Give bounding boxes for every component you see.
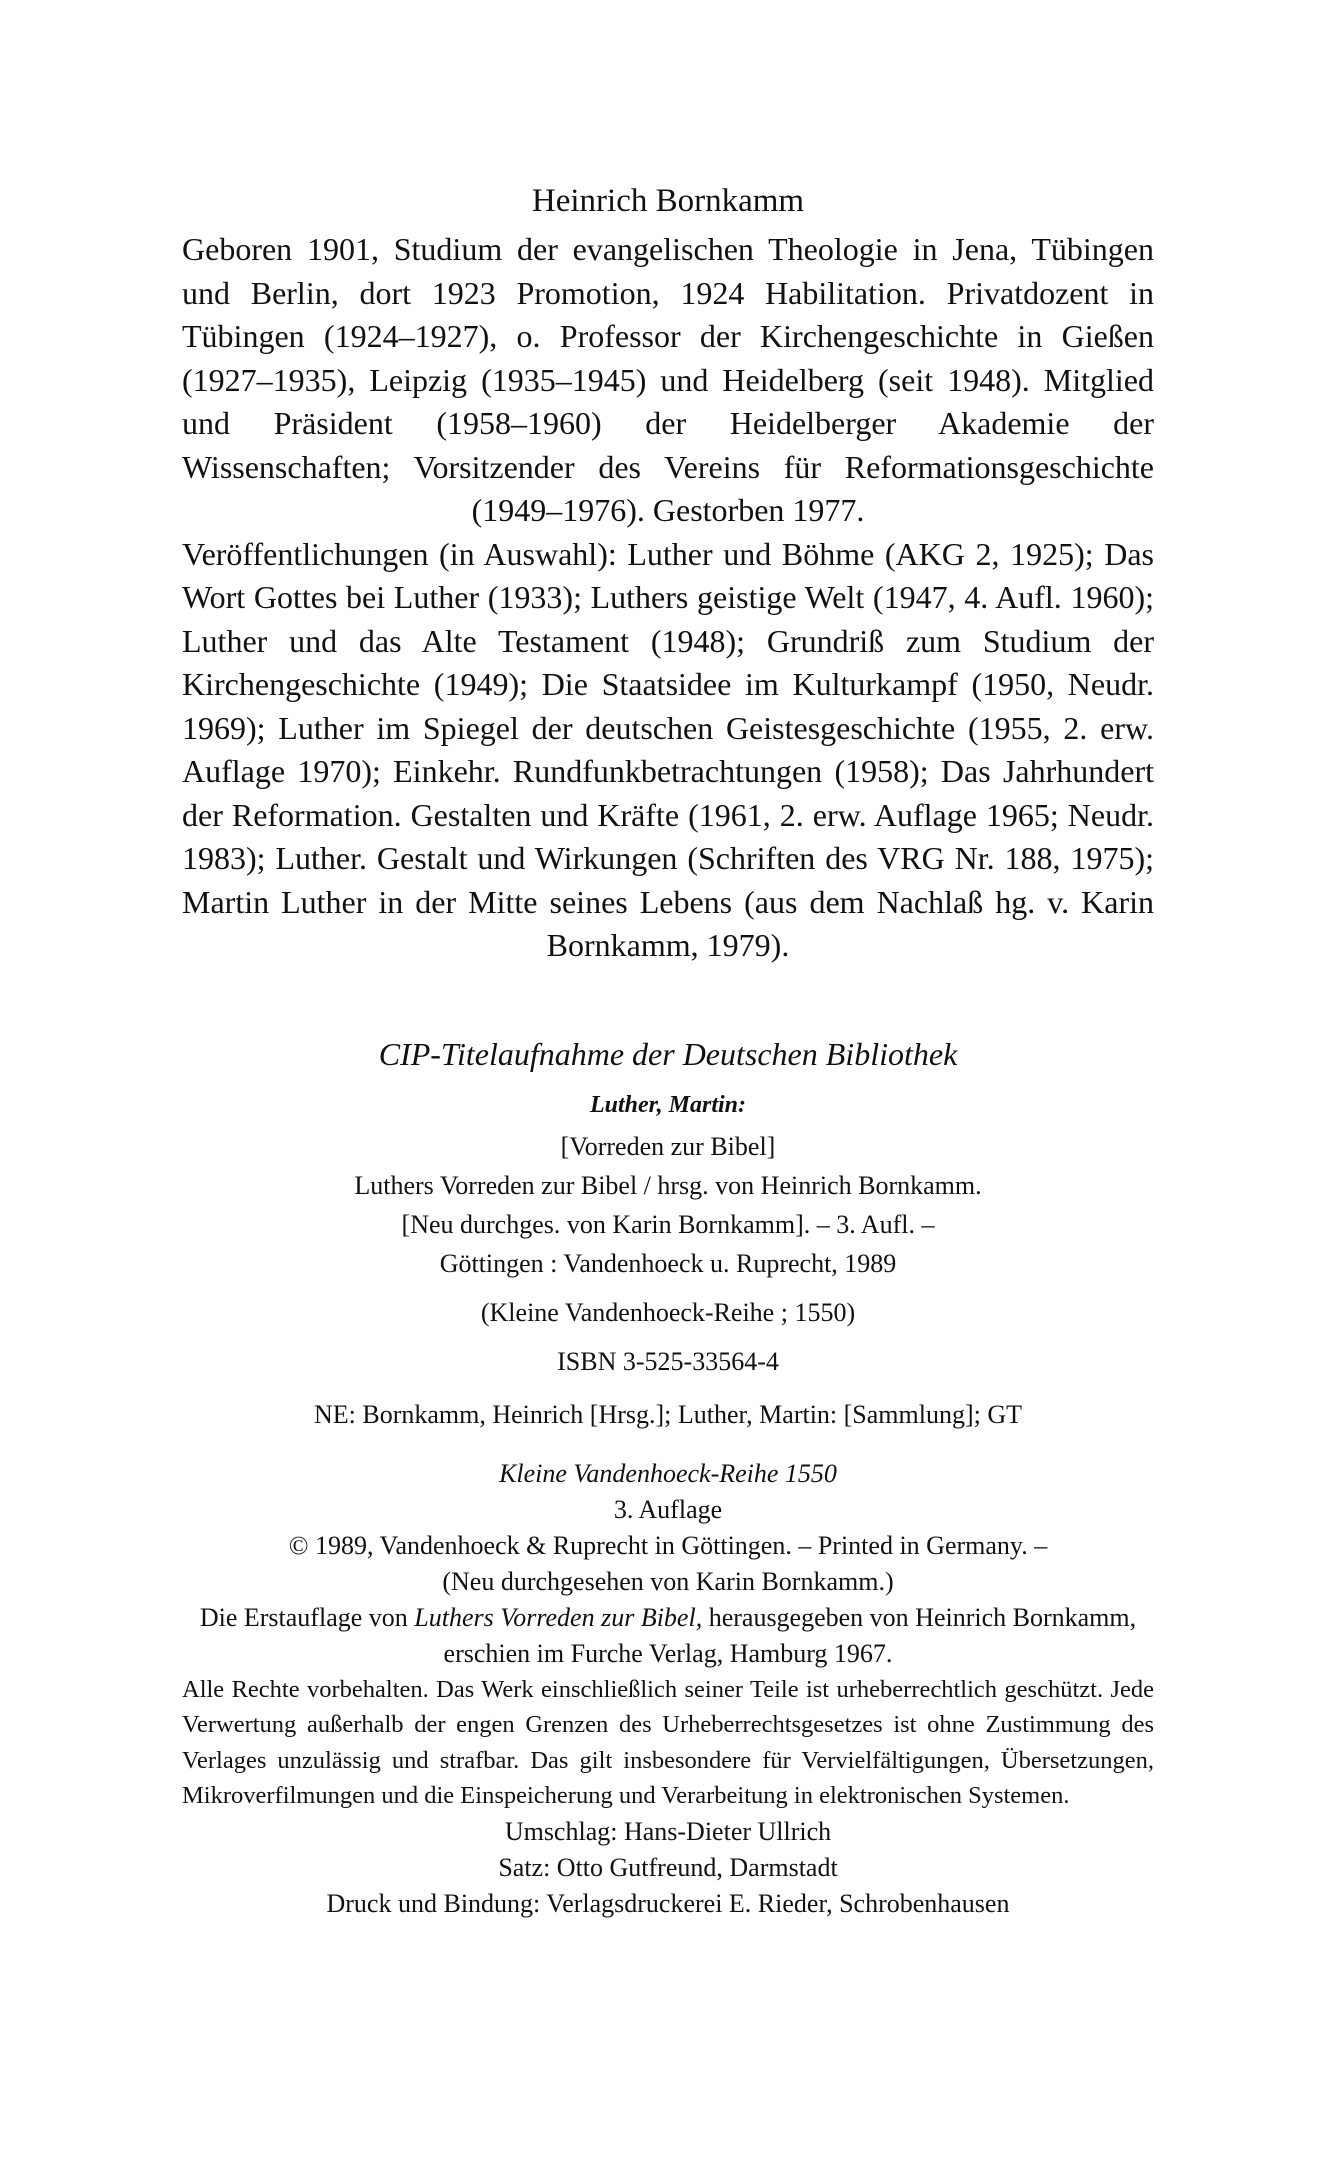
typesetting-credit: Satz: Otto Gutfreund, Darmstadt: [498, 1852, 838, 1882]
author-publications: Veröffentlichungen (in Auswahl): Luther und Böhme (AKG 2, 1925); Das Wort Gottes bei Luther (1933); Luthers geistige Welt (1947, 4. Aufl. 1960); Luther und das Alte Testament (1948); Grundriß zum Studium der Kirchengeschichte (1949); Die Staatsidee im Kulturkampf (1950, Neudr. 1969); Luther im Spiegel der deutschen Geistesgeschichte (1955, 2. erw. Auflage 1970); Einkehr. Rundfunkbetrachtungen (1958); Das Jahrhundert der Reformation. Gestalten und Kräfte (1961, 2. erw. Auflage 1965; Neudr. 1983); Luther. Gestalt und Wirkungen (Schriften des VRG Nr. 188, 1975); Martin Luther in der Mitte seines Lebens (aus dem Nachlaß hg. v. Karin Bornkamm, 1979).: [182, 535, 1154, 963]
rights-notice: Alle Rechte vorbehalten. Das Werk einschließlich seiner Teile ist urheberrechtlich geschützt. Jede Verwertung außerhalb der engen Grenzen des Urheberrechtsgesetzes ist ohne Zustimmung des Verlages unzulässig und strafbar. Das gilt insbesondere für Vervielfältigungen, Übersetzungen, Mikroverfilmungen und die Einspeicherung und Verarbeitung in elektronischen Systemen.: [182, 1675, 1154, 1809]
author-name: Heinrich Bornkamm: [531, 183, 805, 219]
cip-edition: [Neu durchges. von Karin Bornkamm]. – 3. Aufl. –: [401, 1209, 935, 1239]
production-credits: [182, 1814, 1154, 1922]
copyright-page: [182, 180, 1154, 1922]
series-title: Kleine Vandenhoeck-Reihe 1550: [499, 1458, 837, 1488]
copyright-notice: © 1989, Vandenhoeck & Ruprecht in Göttingen. – Printed in Germany. –: [288, 1530, 1048, 1560]
cip-record: [182, 1086, 1154, 1434]
cover-credit: Umschlag: Hans-Dieter Ullrich: [504, 1816, 832, 1846]
author-biography: Geboren 1901, Studium der evangelischen Theologie in Jena, Tübingen und Berlin, dort 1923 Promotion, 1924 Habilitation. Privatdozent in Tübingen (1924–1927), o. Professor der Kirchengeschichte in Gießen (1927–1935), Leipzig (1935–1945) und Heidelberg (seit 1948). Mitglied und Präsident (1958–1960) der Heidelberger Akademie der Wissenschaften; Vorsitzender des Vereins für Reformationsgeschichte (1949–1976). Gestorben 1977.: [182, 231, 1154, 528]
edition-number: 3. Auflage: [613, 1494, 723, 1524]
printing-credit: Druck und Bindung: Verlagsdruckerei E. Rieder, Schrobenhausen: [326, 1888, 1010, 1918]
cip-ne-line: NE: Bornkamm, Heinrich [Hrsg.]; Luther, Martin: [Sammlung]; GT: [313, 1399, 1023, 1429]
cip-series: (Kleine Vandenhoeck-Reihe ; 1550): [480, 1297, 856, 1327]
cip-imprint: Göttingen : Vandenhoeck u. Ruprecht, 1989: [439, 1248, 897, 1278]
first-edition-pre: Die Erstauflage von: [199, 1602, 415, 1632]
first-edition-note: [182, 1600, 1154, 1672]
revision-note: (Neu durchgesehen von Karin Bornkamm.): [442, 1566, 894, 1596]
first-edition-title: Luthers Vorreden zur Bibel,: [414, 1602, 703, 1632]
cip-author: Luther, Martin:: [589, 1091, 747, 1118]
cip-heading: CIP-Titelaufnahme der Deutschen Bibliothek: [378, 1035, 958, 1072]
first-edition-post: herausgegeben von Heinrich Bornkamm, erschien im Furche Verlag, Hamburg 1967.: [443, 1602, 1137, 1668]
cip-title: Luthers Vorreden zur Bibel / hrsg. von Heinrich Bornkamm.: [354, 1170, 982, 1200]
cip-uniform-title: [Vorreden zur Bibel]: [560, 1131, 776, 1161]
imprint-block: [182, 1456, 1154, 1672]
cip-isbn: ISBN 3-525-33564-4: [557, 1346, 779, 1376]
